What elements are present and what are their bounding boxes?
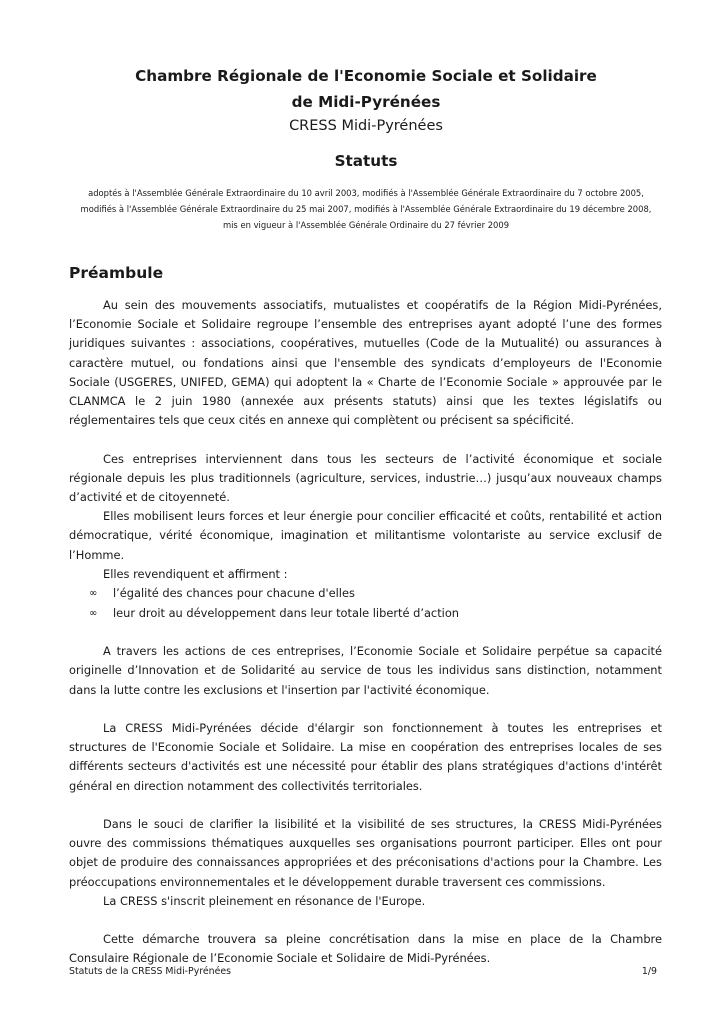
paragraph: Au sein des mouvements associatifs, mutualistes et coopératifs de la Région Midi-Pyrénées, l’Economie Sociale et Solidaire regroupe l’ensemble des entreprises ayant adopté l’une des formes juridiques suivantes : associations, coopératives, mutuelles (Code de la Mutualité) ou assurances à caractère mutuel, ou fondations ainsi que l'ensemble des syndicats d’employeurs de l'Economie Sociale (USGERES, UNIFED, GEMA) qui adoptent la « Charte de l’Economie Sociale » approuvée par le CLANMCA le 2 juin 1980 (annexée aux présents statuts) ainsi que les textes législatifs ou réglementaires tels que ceux cités en annexe qui complètent ou précisent sa spécificité. — [69, 298, 662, 428]
list-item — [69, 584, 662, 604]
preambule-body — [69, 296, 662, 969]
adoption-line: mis en vigueur à l'Assemblée Générale Ordinaire du 27 février 2009 — [222, 220, 510, 230]
paragraph: A travers les actions de ces entreprises, l’Economie Sociale et Solidaire perpétue sa capacité originelle d’Innovation et de Solidarité au service de tous les individus sans distinction, notamment dans la lutte contre les exclusions et l'insertion par l'activité économique. — [69, 644, 662, 697]
title-line-2: de Midi-Pyrénées — [291, 93, 441, 111]
adoption-notes — [40, 185, 692, 233]
paragraph: Dans le souci de clarifier la lisibilité et la visibilité de ses structures, la CRESS Midi-Pyrénées ouvre des commissions thématiques auxquelles ses organisations pourront participer. Elles ont pour objet de produire des connaissances appropriées et des préconisations d'actions pour la Chambre. Les préoccupations environnementales et le développement durable traversent ces commissions. — [69, 817, 662, 889]
paragraph: Cette démarche trouvera sa pleine concrétisation dans la mise en place de la Chambre Consulaire Régionale de l’Economie Sociale et Solidaire de Midi-Pyrénées. — [69, 932, 662, 966]
footer-title: Statuts de la CRESS Midi-Pyrénées — [69, 966, 232, 977]
adoption-line: modifiés à l'Assemblée Générale Extraordinaire du 25 mai 2007, modifiés à l'Assemblée Générale Extraordinaire du 19 décembre 2008, — [80, 204, 652, 214]
section-heading: Préambule — [69, 264, 164, 282]
paragraph: La CRESS s'inscrit pleinement en résonance de l'Europe. — [103, 893, 426, 908]
infinity-bullet-icon: ∞ — [89, 588, 98, 600]
title-line-1: Chambre Régionale de l'Economie Sociale et Solidaire — [135, 67, 597, 85]
bullet-list — [69, 584, 662, 623]
adoption-line: adoptés à l'Assemblée Générale Extraordinaire du 10 avril 2003, modifiés à l'Assemblée Générale Extraordinaire du 7 octobre 2005, — [88, 188, 644, 198]
subtitle: CRESS Midi-Pyrénées — [289, 118, 443, 134]
paragraph: Elles mobilisent leurs forces et leur énergie pour concilier efficacité et coûts, rentabilité et action démocratique, vérité économique, imagination et militantisme volontariste au service exclusif de l’Homme. — [69, 509, 662, 562]
document-title: Statuts — [334, 152, 398, 170]
paragraph: Ces entreprises interviennent dans tous les secteurs de l’activité économique et sociale régionale depuis les plus traditionnels (agriculture, services, industrie…) jusqu’aux nouveaux champs d’activité et de citoyenneté. — [69, 451, 662, 505]
list-item — [69, 604, 662, 624]
paragraph: Elles revendiquent et affirment : — [103, 566, 288, 581]
paragraph: La CRESS Midi-Pyrénées décide d'élargir son fonctionnement à toutes les entreprises et structures de l'Economie Sociale et Solidaire. La mise en coopération des entreprises locales de ses différents secteurs d'activités est une nécessité pour établir des plans stratégiques d'actions d'intérêt général en direction notamment des collectivités territoriales. — [69, 721, 662, 793]
page-footer — [69, 966, 657, 977]
list-item-text: leur droit au développement dans leur totale liberté d’action — [113, 605, 460, 620]
list-item-text: l’égalité des chances pour chacune d'elles — [113, 586, 355, 601]
page-number: 1/9 — [641, 966, 657, 977]
infinity-bullet-icon: ∞ — [89, 607, 98, 619]
